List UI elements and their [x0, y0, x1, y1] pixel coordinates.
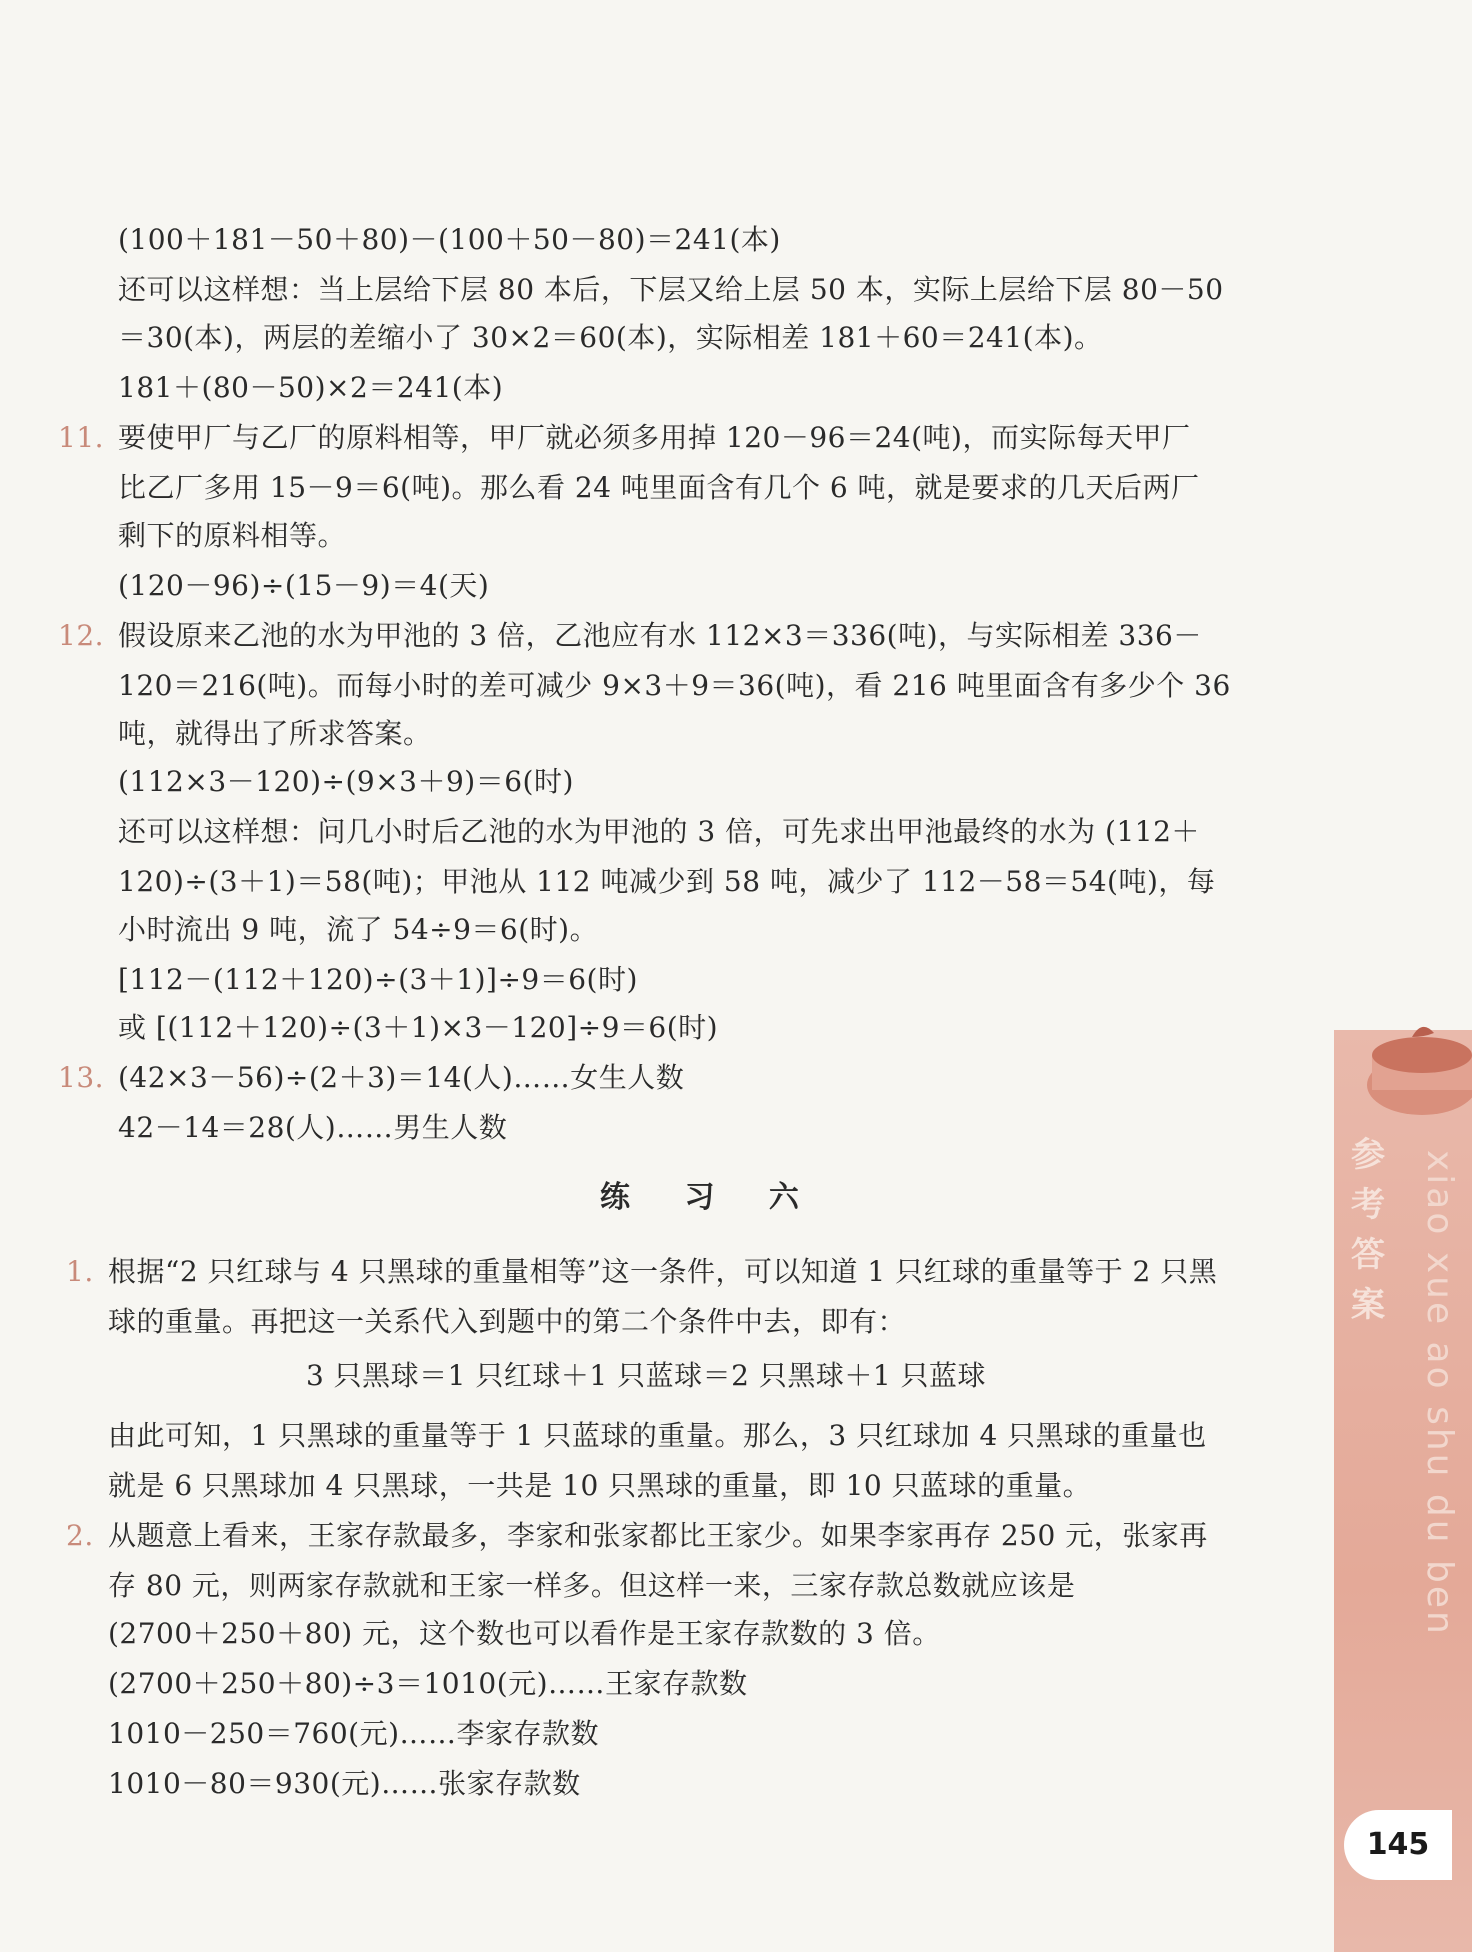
text-line: 吨，就得出了所求答案。: [118, 717, 432, 750]
text-line: 或 [(112＋120)÷(3＋1)×3－120]÷9＝6(时): [118, 1011, 719, 1044]
text-line: (100＋181－50＋80)－(100＋50－80)＝241(本): [118, 223, 781, 256]
text-line: 要使甲厂与乙厂的原料相等，甲厂就必须多用掉 120－96＝24(吨)，而实际每天甲厂: [118, 421, 1191, 454]
text-line: 根据“2 只红球与 4 只黑球的重量相等”这一条件，可以知道 1 只红球的重量等于 2 只黑: [108, 1255, 1218, 1288]
text-line: 42－14＝28(人)……男生人数: [118, 1111, 508, 1144]
item-number: 2.: [66, 1519, 94, 1552]
text-line: 120＝216(吨)。而每小时的差可减少 9×3＋9＝36(吨)，看 216 吨里面含有多少个 36: [118, 669, 1231, 702]
text-line: 从题意上看来，王家存款最多，李家和张家都比王家少。如果李家再存 250 元，张家再: [108, 1519, 1208, 1552]
text-line: (2700＋250＋80) 元，这个数也可以看作是王家存款数的 3 倍。: [108, 1617, 941, 1650]
text-line: 剩下的原料相等。: [118, 519, 347, 552]
text-line: 比乙厂多用 15－9＝6(吨)。那么看 24 吨里面含有几个 6 吨，就是要求的几天后两厂: [118, 471, 1200, 504]
section-title: 练 习 六: [600, 1180, 821, 1215]
text-line: (42×3－56)÷(2＋3)＝14(人)……女生人数: [118, 1061, 685, 1094]
text-line: 由此可知，1 只黑球的重量等于 1 只蓝球的重量。那么，3 只红球加 4 只黑球的重量也: [108, 1419, 1207, 1452]
text-line: 就是 6 只黑球加 4 只黑球，一共是 10 只黑球的重量，即 10 只蓝球的重量。: [108, 1469, 1092, 1502]
text-line: 1010－250＝760(元)……李家存款数: [108, 1717, 599, 1750]
equation-line: 3 只黑球＝1 只红球＋1 只蓝球＝2 只黑球＋1 只蓝球: [305, 1359, 987, 1392]
text-line: (120－96)÷(15－9)＝4(天): [118, 569, 490, 602]
text-line: 还可以这样想：问几小时后乙池的水为甲池的 3 倍，可先求出甲池最终的水为 (112＋: [118, 815, 1200, 848]
text-line: 还可以这样想：当上层给下层 80 本后，下层又给上层 50 本，实际上层给下层 80－50: [118, 273, 1224, 306]
jar-icon: [1352, 1015, 1472, 1115]
text-line: 小时流出 9 吨，流了 54÷9＝6(时)。: [118, 913, 599, 946]
text-line: 181＋(80－50)×2＝241(本): [118, 371, 504, 404]
text-line: (112×3－120)÷(9×3＋9)＝6(时): [118, 765, 574, 798]
page-number: 145: [1344, 1810, 1452, 1880]
item-number: 13.: [58, 1061, 105, 1094]
text-line: 1010－80＝930(元)……张家存款数: [108, 1767, 581, 1800]
text-line: [112－(112＋120)÷(3＋1)]÷9＝6(时): [118, 963, 638, 996]
text-line: 存 80 元，则两家存款就和王家一样多。但这样一来，三家存款总数就应该是: [108, 1569, 1076, 1602]
text-line: (2700＋250＋80)÷3＝1010(元)……王家存款数: [108, 1667, 748, 1700]
item-number: 12.: [58, 619, 105, 652]
text-line: 120)÷(3＋1)＝58(吨)；甲池从 112 吨减少到 58 吨，减少了 112－58＝54(吨)，每: [118, 865, 1216, 898]
side-label: 参考答案: [1351, 1135, 1385, 1325]
item-number: 11.: [58, 421, 105, 454]
text-line: ＝30(本)，两层的差缩小了 30×2＝60(本)，实际相差 181＋60＝241(本)。: [118, 321, 1103, 354]
item-number: 1.: [66, 1255, 94, 1288]
text-line: 假设原来乙池的水为甲池的 3 倍，乙池应有水 112×3＝336(吨)，与实际相差 336－: [118, 619, 1202, 652]
text-line: 球的重量。再把这一关系代入到题中的第二个条件中去，即有：: [108, 1305, 907, 1338]
